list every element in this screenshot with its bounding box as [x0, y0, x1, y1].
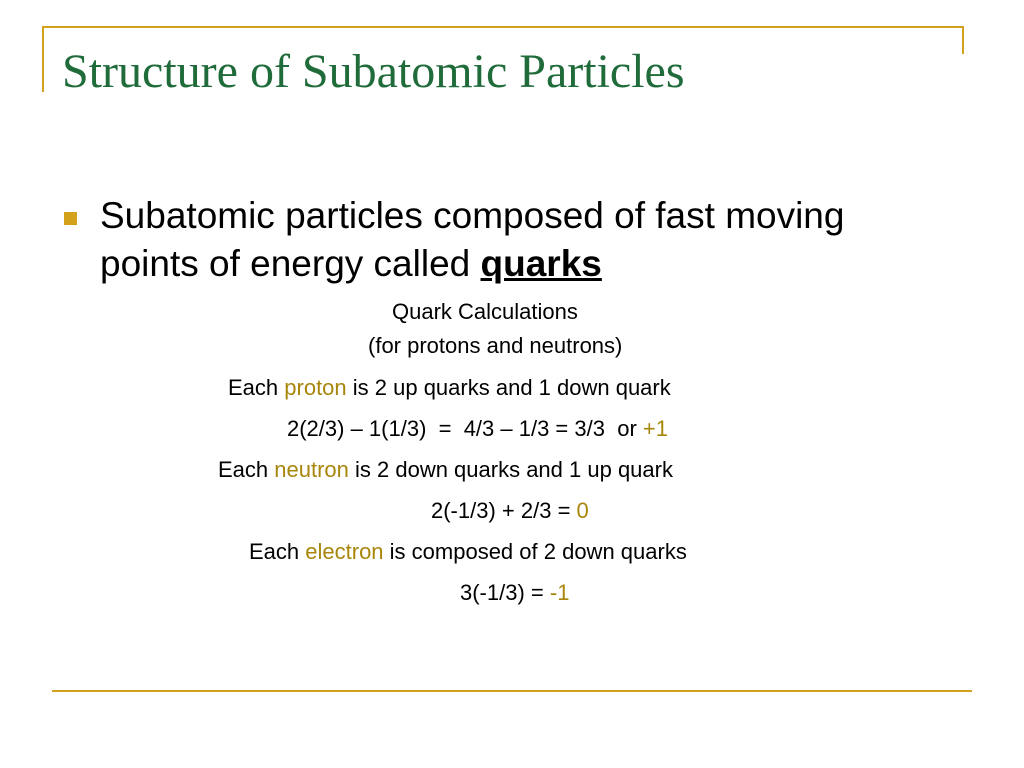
electron-line: [0, 538, 1024, 566]
neutron-line: [0, 456, 1024, 484]
proton-calculation: [0, 415, 1024, 443]
electron-calc-expression: 3(-1/3) =: [460, 580, 550, 605]
calc-subheading: (for protons and neutrons): [368, 333, 623, 358]
footer-rule: [52, 690, 972, 692]
neutron-line-prefix: Each: [218, 457, 275, 482]
electron-line-prefix: Each: [249, 539, 306, 564]
electron-word: electron: [305, 539, 384, 564]
proton-line-prefix: Each: [228, 375, 285, 400]
frame-top-rule: [42, 26, 964, 28]
proton-line: [0, 374, 1024, 402]
calc-heading: Quark Calculations: [392, 299, 578, 324]
neutron-line-suffix: is 2 down quarks and 1 up quark: [348, 457, 673, 482]
neutron-calc-expression: 2(-1/3) + 2/3 =: [431, 498, 577, 523]
neutron-calculation: [0, 497, 1024, 525]
frame-right-rule: [962, 26, 964, 54]
proton-line-suffix: is 2 up quarks and 1 down quark: [346, 375, 671, 400]
electron-line-suffix: is composed of 2 down quarks: [383, 539, 687, 564]
electron-calculation: [0, 579, 1024, 607]
frame-left-rule: [42, 26, 44, 92]
proton-calc-expression: 2(2/3) – 1(1/3) = 4/3 – 1/3 = 3/3 or: [287, 416, 643, 441]
quarks-emphasis: quarks: [480, 243, 602, 284]
electron-calc-result: -1: [549, 580, 570, 605]
slide-title: Structure of Subatomic Particles: [62, 45, 685, 98]
neutron-word: neutron: [274, 457, 349, 482]
proton-word: proton: [284, 375, 347, 400]
bullet-line-2-prefix: points of energy called: [100, 243, 481, 284]
bullet-text: [100, 192, 980, 288]
proton-calc-result: +1: [642, 416, 668, 441]
square-bullet-icon: [64, 212, 77, 225]
bullet-line-1: Subatomic particles composed of fast moving: [100, 195, 845, 236]
neutron-calc-result: 0: [576, 498, 589, 523]
